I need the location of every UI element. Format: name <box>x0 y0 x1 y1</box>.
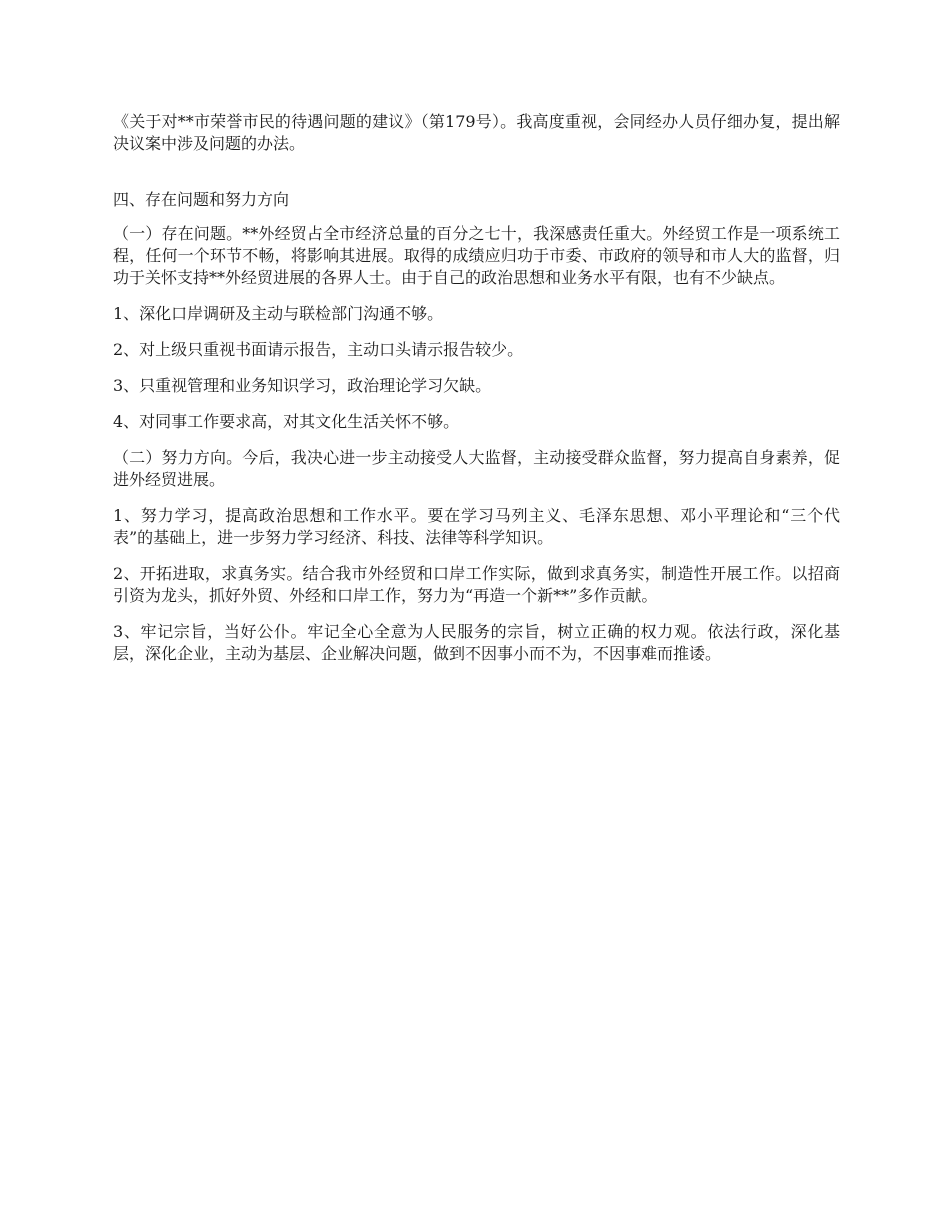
list-item-direction-1: 1、努力学习，提高政治思想和工作水平。要在学习马列主义、毛泽东思想、邓小平理论和“三个代表”的基础上，进一步努力学习经济、科技、法律等科学知识。 <box>113 506 840 547</box>
section-heading: 四、存在问题和努力方向 <box>113 190 290 209</box>
list-item-problem-4: 4、对同事工作要求高，对其文化生活关怀不够。 <box>113 412 460 431</box>
list-item-direction-3: 3、牢记宗旨，当好公仆。牢记全心全意为人民服务的宗旨，树立正确的权力观。依法行政，深化基层，深化企业，主动为基层、企业解决问题，做到不因事小而不为，不因事难而推诿。 <box>113 622 840 663</box>
paragraph-intro: 《关于对**市荣誉市民的待遇问题的建议》（第179号）。我高度重视，会同经办人员仔细办复，提出解决议案中涉及问题的办法。 <box>113 112 840 153</box>
document-body <box>113 111 840 679</box>
paragraph-problems: （一）存在问题。**外经贸占全市经济总量的百分之七十，我深感责任重大。外经贸工作是一项系统工程，任何一个环节不畅，将影响其进展。取得的成绩应归功于市委、市政府的领导和市人大的监督，归功于关怀支持**外经贸进展的各界人士。由于自己的政治思想和业务水平有限，也有不少缺点。 <box>113 224 840 287</box>
list-item-problem-2: 2、对上级只重视书面请示报告，主动口头请示报告较少。 <box>113 340 524 359</box>
paragraph-direction: （二）努力方向。今后，我决心进一步主动接受人大监督，主动接受群众监督，努力提高自身素养，促进外经贸进展。 <box>113 448 840 489</box>
list-item-problem-1: 1、深化口岸调研及主动与联检部门沟通不够。 <box>113 304 444 323</box>
list-item-problem-3: 3、只重视管理和业务知识学习，政治理论学习欠缺。 <box>113 376 492 395</box>
list-item-direction-2: 2、开拓进取，求真务实。结合我市外经贸和口岸工作实际，做到求真务实，制造性开展工作。以招商引资为龙头，抓好外贸、外经和口岸工作，努力为“再造一个新**”多作贡献。 <box>113 564 840 605</box>
